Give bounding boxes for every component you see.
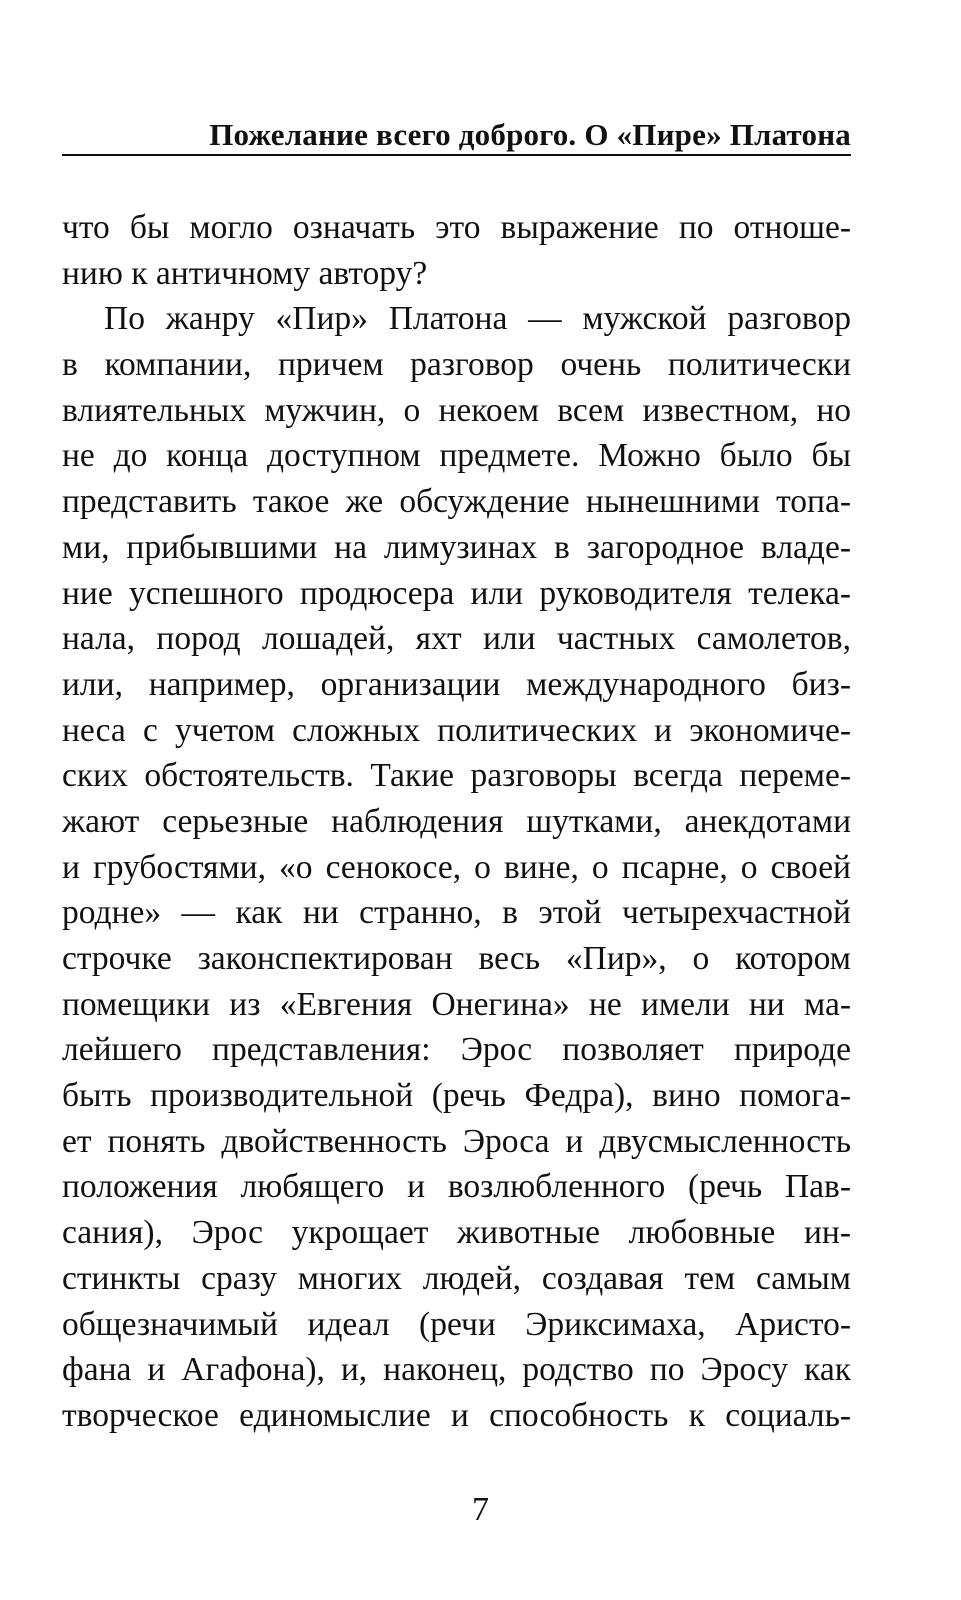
text-line: нию к античному автору? [62, 254, 428, 292]
text-line: положения любящего и возлюбленного (речь Пав- [62, 1168, 851, 1206]
text-line: лейшего представления: Эрос позволяет природе [62, 1031, 851, 1069]
text-line: и грубостями, «о сенокосе, о вине, о псарне, о своей [62, 848, 851, 886]
text-line: ет понять двойственность Эроса и двусмысленность [62, 1122, 851, 1160]
text-line: не до конца доступном предмете. Можно было бы [62, 437, 851, 475]
text-line: По жанру «Пир» Платона — мужской разговор [104, 300, 851, 338]
text-line: влиятельных мужчин, о некоем всем известном, но [62, 391, 851, 429]
text-line: представить такое же обсуждение нынешними топа- [62, 483, 851, 521]
text-line: родне» — как ни странно, в этой четырехчастной [62, 894, 851, 932]
page-number: 7 [472, 1491, 489, 1528]
text-line: ских обстоятельств. Такие разговоры всегда переме- [62, 757, 851, 795]
text-line: быть производительной (речь Федра), вино помога- [62, 1077, 851, 1115]
text-line: нала, пород лошадей, яхт или частных самолетов, [62, 620, 851, 658]
text-line: фана и Агафона), и, наконец, родство по Эросу как [62, 1351, 851, 1389]
text-line: неса с учетом сложных политических и экономиче- [62, 711, 851, 749]
text-line: ние успешного продюсера или руководителя телека- [62, 574, 851, 612]
text-line: ми, прибывшими на лимузинах в загородное владе- [62, 528, 851, 566]
text-line: сания), Эрос укрощает животные любовные ин- [62, 1214, 851, 1252]
text-line: общезначимый идеал (речи Эриксимаха, Аристо- [62, 1305, 851, 1343]
text-line: помещики из «Евгения Онегина» не имели ни ма- [62, 985, 851, 1023]
running-head: Пожелание всего доброго. О «Пире» Платона [209, 117, 851, 152]
text-line: строчке законспектирован весь «Пир», о котором [62, 940, 851, 977]
text-line: жают серьезные наблюдения шутками, анекдотами [62, 802, 851, 840]
text-line: в компании, причем разговор очень политически [62, 346, 851, 384]
text-line: стинкты сразу многих людей, создавая тем самым [62, 1259, 851, 1297]
body-text [62, 205, 851, 1439]
text-line: что бы могло означать это выражение по отноше- [62, 209, 851, 246]
header-rule [62, 154, 851, 156]
text-line: или, например, организации международного биз- [62, 665, 851, 703]
text-line: творческое единомыслие и способность к социаль- [62, 1396, 851, 1434]
